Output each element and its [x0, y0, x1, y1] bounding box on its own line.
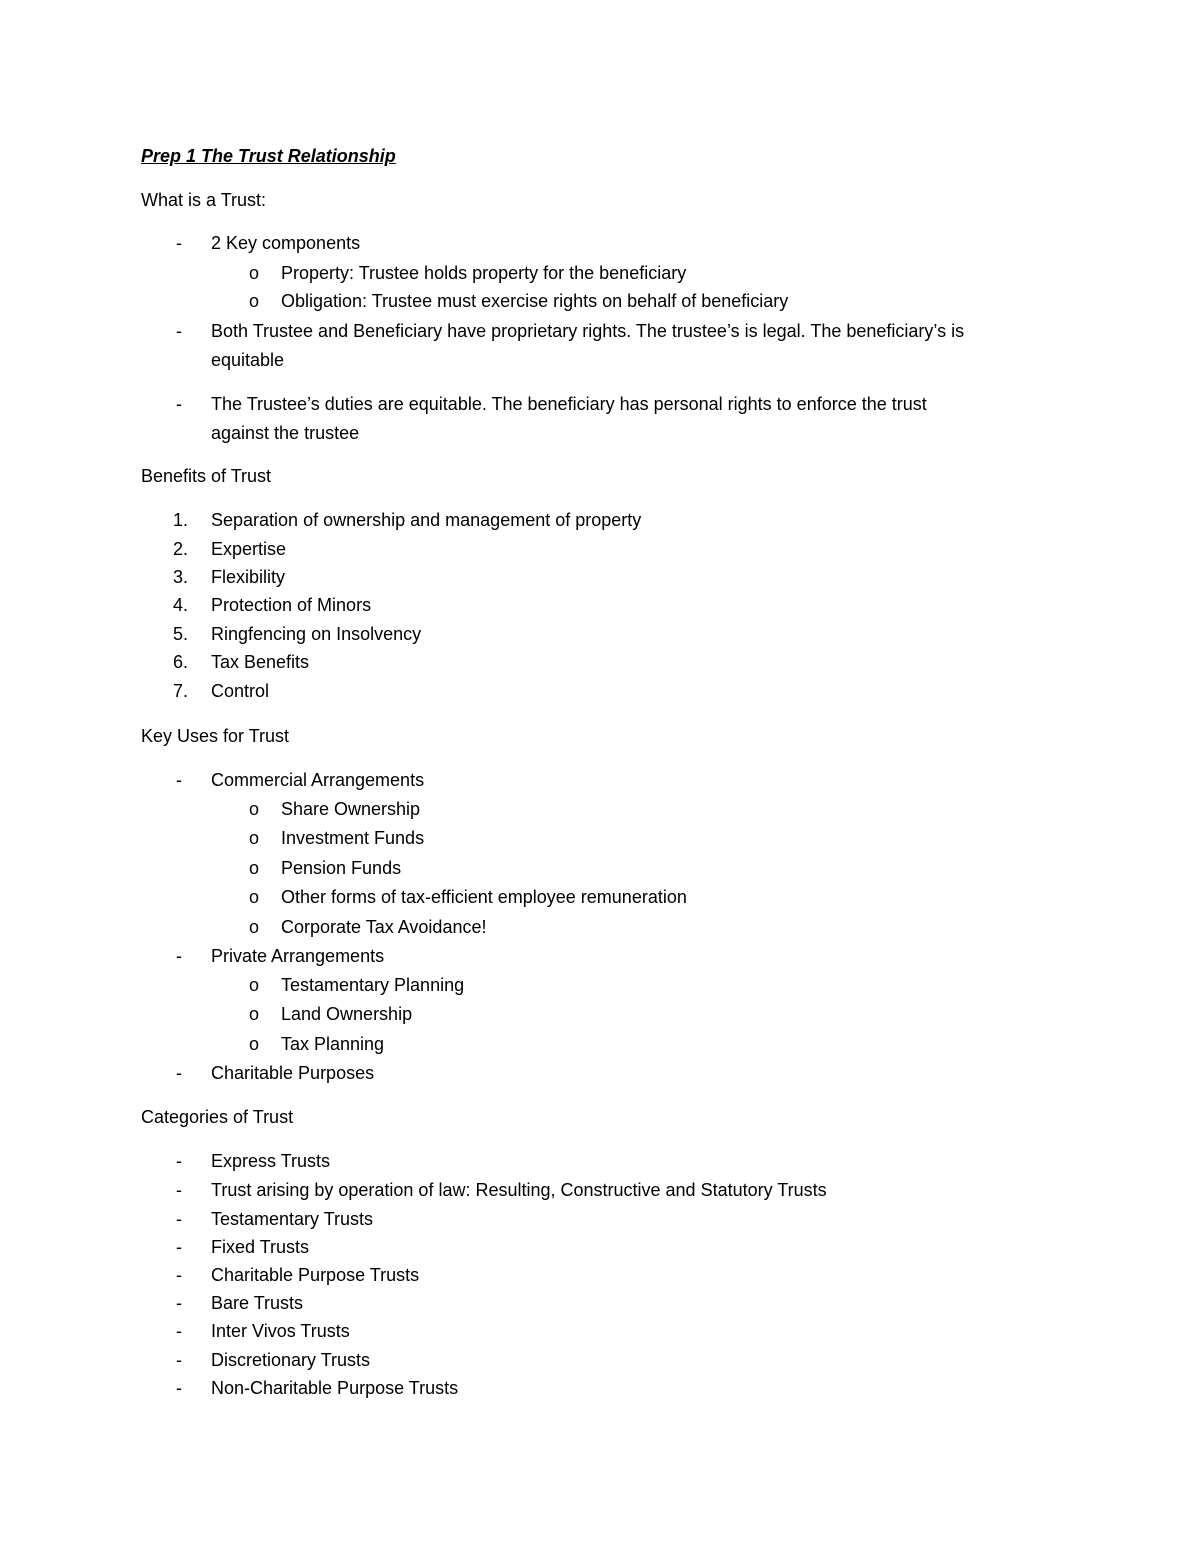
circle-bullet: o	[249, 917, 260, 937]
numbered-item: Tax Benefits	[211, 652, 310, 672]
list-item: Bare Trusts	[211, 1293, 304, 1313]
list-number: 4.	[173, 595, 189, 615]
list-number: 6.	[173, 652, 189, 672]
list-number: 7.	[173, 681, 189, 701]
list-item: Fixed Trusts	[211, 1237, 310, 1257]
list-item-continuation: equitable	[211, 350, 285, 370]
dash-bullet: -	[176, 1151, 182, 1171]
sub-list-item: Tax Planning	[281, 1034, 385, 1054]
section-heading-benefits: Benefits of Trust	[141, 466, 272, 486]
circle-bullet: o	[249, 1004, 260, 1024]
circle-bullet: o	[249, 975, 260, 995]
list-number: 5.	[173, 624, 189, 644]
dash-bullet: -	[176, 1063, 182, 1083]
list-item-continuation: against the trustee	[211, 423, 360, 443]
list-item: Charitable Purposes	[211, 1063, 375, 1083]
dash-bullet: -	[176, 1180, 182, 1200]
list-item: Discretionary Trusts	[211, 1350, 371, 1370]
list-item: Testamentary Trusts	[211, 1209, 374, 1229]
sub-list-item: Property: Trustee holds property for the beneficiary	[281, 263, 687, 283]
dash-bullet: -	[176, 1293, 182, 1313]
numbered-item: Control	[211, 681, 270, 701]
list-item: Inter Vivos Trusts	[211, 1321, 350, 1341]
sub-list-item: Share Ownership	[281, 799, 421, 819]
list-number: 1.	[173, 510, 189, 530]
numbered-item: Ringfencing on Insolvency	[211, 624, 422, 644]
sub-list-item: Pension Funds	[281, 858, 402, 878]
circle-bullet: o	[249, 1034, 260, 1054]
list-number: 3.	[173, 567, 189, 587]
sub-list-item: Testamentary Planning	[281, 975, 465, 995]
dash-bullet: -	[176, 1237, 182, 1257]
sub-list-item: Obligation: Trustee must exercise rights on behalf of beneficiary	[281, 291, 789, 311]
list-item: Trust arising by operation of law: Resulting, Constructive and Statutory Trusts	[211, 1180, 827, 1200]
dash-bullet: -	[176, 394, 182, 414]
dash-bullet: -	[176, 770, 182, 790]
numbered-item: Flexibility	[211, 567, 286, 587]
sub-list-item: Other forms of tax-efficient employee remuneration	[281, 887, 687, 907]
sub-list-item: Land Ownership	[281, 1004, 413, 1024]
numbered-item: Protection of Minors	[211, 595, 372, 615]
list-item: Charitable Purpose Trusts	[211, 1265, 420, 1285]
sub-list-item: Investment Funds	[281, 828, 425, 848]
list-item: Express Trusts	[211, 1151, 331, 1171]
list-number: 2.	[173, 539, 189, 559]
list-item: 2 Key components	[211, 233, 361, 253]
list-item: The Trustee’s duties are equitable. The beneficiary has personal rights to enforce the trust	[211, 394, 927, 414]
numbered-item: Expertise	[211, 539, 287, 559]
dash-bullet: -	[176, 1350, 182, 1370]
dash-bullet: -	[176, 1265, 182, 1285]
page-title: Prep 1 The Trust Relationship	[141, 146, 396, 166]
dash-bullet: -	[176, 321, 182, 341]
list-item: Private Arrangements	[211, 946, 385, 966]
dash-bullet: -	[176, 1209, 182, 1229]
section-heading-what-is-a-trust: What is a Trust:	[141, 190, 267, 210]
section-heading-categories: Categories of Trust	[141, 1107, 294, 1127]
numbered-item: Separation of ownership and management of property	[211, 510, 642, 530]
circle-bullet: o	[249, 887, 260, 907]
dash-bullet: -	[176, 1378, 182, 1398]
circle-bullet: o	[249, 291, 260, 311]
circle-bullet: o	[249, 263, 260, 283]
dash-bullet: -	[176, 1321, 182, 1341]
dash-bullet: -	[176, 233, 182, 253]
sub-list-item: Corporate Tax Avoidance!	[281, 917, 487, 937]
list-item: Non-Charitable Purpose Trusts	[211, 1378, 459, 1398]
dash-bullet: -	[176, 946, 182, 966]
circle-bullet: o	[249, 858, 260, 878]
section-heading-key-uses: Key Uses for Trust	[141, 726, 290, 746]
circle-bullet: o	[249, 799, 260, 819]
circle-bullet: o	[249, 828, 260, 848]
list-item: Commercial Arrangements	[211, 770, 425, 790]
list-item: Both Trustee and Beneficiary have proprietary rights. The trustee’s is legal. The beneficiary’s is	[211, 321, 965, 341]
